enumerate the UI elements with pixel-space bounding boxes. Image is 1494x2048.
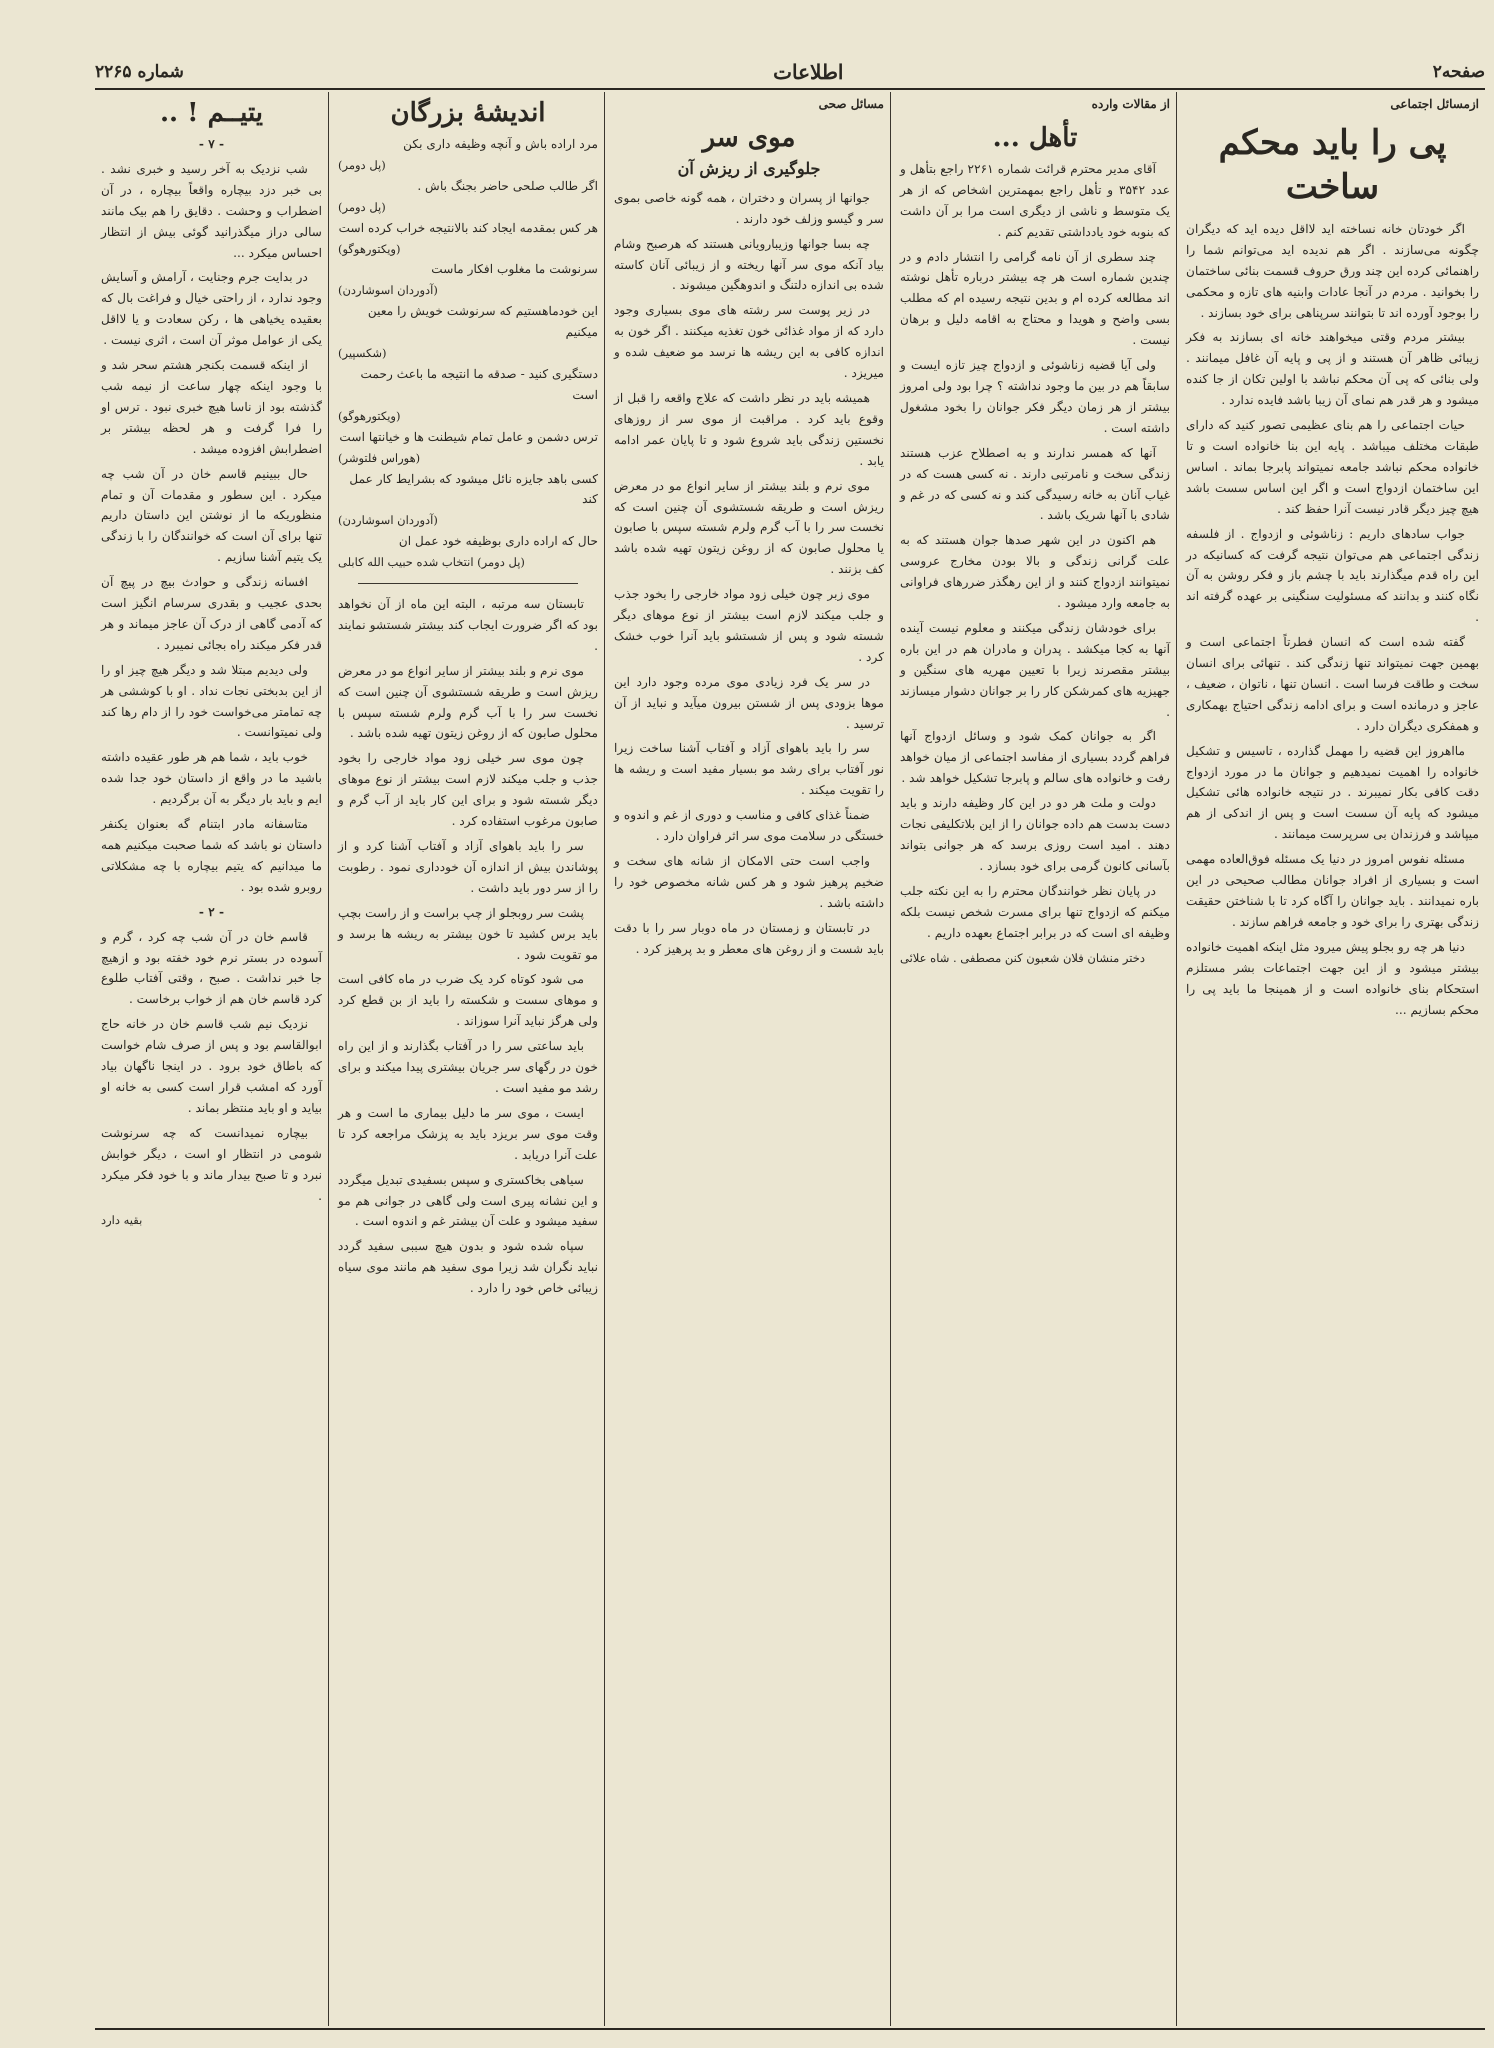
paragraph: مسئله نفوس امروز در دنیا یک مسئله فوق‌العاده مهمی است و بسیاری از افراد جوانان مطالب صحیحی در این باره نمیدانند . باید جوانان را آگاه کرد تا با شناختن حقیقت زندگی بهتری را برای خود و جامعه فراهم سازند . [1186, 852, 1479, 929]
paragraph: افسانه زندگی و حوادث بیچ در پیچ آن بحدی عجیب و بقدری سرسام انگیز است که آدمی گاهی از درک آن عاجز میماند و هر قدر فکر میکند راه بجائی نمیبرد . [101, 575, 322, 652]
story-title: یتیــم ! .. [159, 98, 264, 128]
article-kicker: ازمسائل اجتماعی [1390, 97, 1479, 111]
paragraph: دنیا هر چه رو بجلو پیش میرود مثل اینکه اهمیت خانواده بیشتر میشود و از این جهت اجتماعات بشر مستلزم استحکام بنای خانواده است و از همینجا ما باید پی را محکم بسازیم ... [1186, 939, 1479, 1017]
paragraph: واجب است حتی الامکان از شانه های سخت و ضخیم پرهیز شود و هر کس شانه مخصوص خود را داشته باشد . [614, 854, 884, 910]
issue-number: شماره ۲۲۶۵ [95, 62, 184, 82]
paragraph: باید ساعتی سر را در آفتاب بگذارند و از این راه خون در رگهای سر جریان بیشتری پیدا میکند و برای رشد مو مفید است . [338, 1039, 598, 1095]
story-body [101, 159, 322, 1231]
article-body [1186, 219, 1479, 1021]
paragraph: سپاه شده شود و بدون هیچ سببی سفید گردد نباید نگران شد زیرا موی سفید هم مانند موی سیاه زیبائی خاص خود را دارد . [338, 1239, 598, 1296]
article-column-marriage [894, 94, 1176, 2024]
paragraph: موی زبر چون خیلی زود مواد خارجی را بخود جذب و جلب میکند لازم است بیشتر از نوع موهای دیگر شسته شود و پس از شستشو باید آنرا خوب خشک کرد . [614, 587, 884, 664]
quote-text: ترس دشمن و عامل تمام شیطنت ها و خیانتها است [339, 429, 598, 444]
quote-author: (ویکتورهوگو) [338, 408, 401, 423]
paragraph: ایست ، موی سر ما دلیل بیماری ما است و هر وقت موی سر بریزد باید به پزشک مراجعه کرد تا علت آنرا دریابد . [338, 1105, 598, 1162]
paragraph: شب نزدیک به آخر رسید و خبری نشد . بی خبر دزد بیچاره واقعاً بیچاره ، در آن اضطراب و وحشت . دقایق را هم بیک مانند سالی دراز میگذرانید گوئی بیش از انتظار احساس میکرد ... [101, 161, 322, 260]
column-divider [604, 92, 605, 2026]
paragraph: اگر خودتان خانه نساخته اید لااقل دیده اید که دیگران چگونه می‌سازند . اگر هم ندیده اید می‌توانم شما را راهنمائی کرده این چند ورق حروف قسمت بنائی ساختمان را بخوانید . مردم در آنجا عادات وابنیه های تازه و محکمی را بوجود آورده اند تا بتوانند سرپناهی برای خود بسازند . [1186, 221, 1479, 320]
page-number: صفحه۲ [1432, 62, 1485, 82]
paragraph: ولی دیدیم مبتلا شد و دیگر هیچ چیز او را از این بدبختی نجات نداد . او با کوششی هر چه تمامتر می‌خواست خود را از دام رها کند ولی نمیتوانست . [101, 662, 322, 740]
article-title: پی را باید محکم ساخت [1218, 122, 1447, 207]
paragraph: مااهروز این قضیه را مهمل گذارده ، تاسیس و تشکیل خانواده را اهمیت نمیدهیم و جوانان ما در مورد ازدواج دقت کافی بکار نمیبرند . در نتیجه خانواده هائی تشکیل میشود که پایه آن سست است و پس از اندکی از هم میپاشد و فرزندان بی سرپرست میمانند . [1186, 743, 1479, 842]
quote-author: (پل دومر) [338, 157, 386, 172]
paragraph: سر را باید باهوای آزاد و آفتاب آشنا کرد و از پوشاندن بیش از اندازه آن خودداری نمود . رطوبت را از سر دور باید داشت . [338, 839, 598, 895]
footer-rule [95, 2028, 1485, 2030]
episode-number: - ۷ - [198, 137, 225, 151]
quote-text: اگر طالب صلحی حاضر بجنگ باش . [417, 178, 598, 193]
quote-author: (هوراس فلتوشر) [338, 450, 421, 465]
section-number: - ۲ - [198, 904, 225, 919]
paragraph: گفته شده است که انسان فطرتاً اجتماعی است و بهمین جهت نمیتواند تنها زندگی کند . تنهائی برای انسان سخت و طاقت فرسا است . انسان تنها ، ناتوان ، ضعیف ، عاجز و درمانده است و برای ادامه زندگی احتیاج بهمکاری و همفکری دیگران دارد . [1186, 635, 1479, 733]
paragraph: ولی آیا قضیه زناشوئی و ازدواج چیز تازه ایست و سابقاً هم در بین ما وجود نداشته ؟ چرا بود ولی امروز بیشتر از هر زمان دیگر فکر جوانان را بخود مشغول داشته است . [900, 358, 1170, 435]
paragraph: جواب سادهای داریم : زناشوئی و ازدواج . از فلسفه زندگی اجتماعی هم می‌توان نتیجه گرفت که کسانیکه در این راه قدم میگذارند باید با چشم باز و فکر روشن به آن نگاه کنند و بدانند که مسئولیت سنگینی بر عهده گرفته اند . [1186, 526, 1479, 625]
column-divider [328, 92, 329, 2026]
paragraph: از اینکه قسمت بکنجر هشتم سحر شد و با وجود اینکه چهار ساعت از نیمه شب گذشته بود از ناسا هیچ خبری نبود . ترس او را فرا گرفت و هر لحظه بیشتر بر اضطرابش افزوده میشد . [101, 358, 322, 456]
quote-text: کسی باهد جایزه نائل میشود که بشرایط کار عمل کند [349, 471, 598, 507]
paragraph: هم اکنون در این شهر صدها جوان هستند که به علت گرانی زندگی و بالا بودن مخارج عروسی نمیتوانند ازدواج کنند و از این رهگذر ضررهای فراوانی به جامعه وارد میشود . [900, 533, 1170, 611]
quote-author: (پل دومر) [338, 199, 386, 214]
paragraph: چون موی سر خیلی زود مواد خارجی را بخود جذب و جلب میکند لازم است بیشتر از نوع موهای دیگر شسته شود و برای این کار باید از آب گرم و صابون مرغوب استفاده کرد . [338, 751, 598, 829]
quote-author: (ویکتورهوگو) [338, 241, 401, 256]
section-divider [358, 583, 578, 584]
quote-text: این خودماهستیم که سرنوشت خویش را معین میکنیم [367, 304, 598, 340]
page-header [95, 58, 1485, 86]
paragraph: سیاهی بخاکستری و سپس بسفیدی تبدیل میگردد و این نشانه پیری است ولی گاهی در جوانی هم مو سفید میشود و علت آن بیشتر غم و اندوه است . [338, 1172, 598, 1229]
article-column-hair [608, 94, 890, 2024]
paragraph: در بدایت جرم وجنایت ، آرامش و آسایش وجود ندارد ، از راحتی خیال و فراغت بال که بعقیده یخیاهی ها ، رکن سعادت و یا لااقل یکی از عوامل موثر آن است ، اثری نیست . [101, 270, 322, 348]
paragraph: در سر یک فرد زیادی موی مرده وجود دارد این موها بزودی پس از شستن بیرون میآید و نباید از آن ترسید . [614, 674, 884, 731]
paragraph: آقای مدیر محترم قرائت شماره ۲۲۶۱ راجع بتأهل و عدد ۳۵۴۲ و تأهل راجع بمهمترین اشخاص که از هر یک متوسط و ناشی از دیگری است مرا بر آن داشت که بنوبه خود یادداشتی تقدیم کنم . [900, 161, 1170, 239]
article-body [900, 159, 1170, 969]
paragraph: برای خودشان زندگی میکنند و معلوم نیست آینده آنها به کجا میکشد . پدران و مادران هم در این باره بیشتر مقصرند زیرا با تعیین مهریه های سنگین و جهیزیه های کمرشکن کار را بر جوانان دشوار میسازند . [900, 620, 1170, 719]
article-body [614, 188, 884, 960]
quote-author: (آدوردان اسوشاردن) [338, 513, 438, 528]
paragraph: چه بسا جوانها وزیبارویانی هستند که هرصبح وشام بیاد آنکه موی سر آنها ریخته و از زیبائی آنان کاسته شده بی اندازه دلتنگ و اندوهگین میشوند . [614, 236, 884, 293]
paragraph: قاسم خان در آن شب چه کرد ، گرم و آسوده در بستر نرم خود خفته بود و ازهیچ جا خبر نداشت . صبح ، وقتی آفتاب طلوع کرد قاسم خان هم از خواب برخاست . [101, 929, 322, 1007]
article-continuation [338, 594, 598, 1299]
to-be-continued: بقیه دارد [101, 1213, 143, 1228]
article-kicker: از مقالات وارده [1091, 97, 1170, 111]
article-subtitle: جلوگیری از ریزش آن [677, 158, 821, 178]
paragraph: در پایان نظر خوانندگان محترم را به این نکته جلب میکنم که ازدواج تنها برای مسرت شخص نیست بلکه وظیفه ای است که در برابر اجتماع بعهده داریم . [900, 883, 1170, 940]
quote-text: مرد اراده باش و آنچه وظیفه داری بکن [403, 137, 598, 151]
quote-text: حال که اراده داری بوظیفه خود عمل ان [398, 534, 598, 549]
paragraph: حال ببینیم قاسم خان در آن شب چه میکرد . این سطور و مقدمات آن و تمام منظوریکه ما از نوشتن این داستان داریم تنها برای آن است که خوانندگان را با زندگی یک یتیم آشنا سازیم . [101, 466, 322, 565]
serial-story-column [95, 94, 328, 2024]
article-title: موی سر [702, 122, 796, 153]
paragraph: در تابستان و زمستان در ماه دوبار سر را با دقت باید شست و از روغن های معطر و بد پرهیز کرد . [614, 920, 884, 956]
paragraph: اگر به جوانان کمک شود و وسائل ازدواج آنها فراهم گردد بسیاری از مفاسد اجتماعی از میان خواهد رفت و خانواده های سالم و پابرجا تشکیل خواهد شد . [900, 729, 1170, 786]
article-kicker: مسائل صحی [818, 97, 884, 111]
quote-author: (شکسپیر) [338, 346, 387, 361]
article-column-social [1180, 94, 1485, 2024]
paragraph: می شود کوتاه کرد یک ضرب در ماه کافی است و موهای سست و شکسته را باید از بن قطع کرد ولی هرگز نباید آنرا سوزاند . [338, 972, 598, 1029]
paragraph: نزدیک نیم شب قاسم خان در خانه حاج ابوالقاسم بود و پس از صرف شام خواست که باطاق خود برود . در اینجا ناگهان بیاد آورد که امشب قرار است کسی به خانه او بیاید و او باید منتظر بماند . [101, 1017, 322, 1115]
header-rule [95, 88, 1485, 90]
paragraph: دولت و ملت هر دو در این کار وظیفه دارند و باید دست بدست هم داده جوانان را از این بلاتکلیفی نجات دهند . امید است روزی برسد که هر جوانی بتواند بآسانی کانون گرمی برای خود بسازد . [900, 796, 1170, 873]
column-divider [1176, 92, 1177, 2026]
quotes-list [338, 134, 598, 573]
paragraph: خوب باید ، شما هم هر طور عقیده داشته باشید ما در واقع از داستان خود جدا شده ایم و باید بار دیگر به آن برگردیم . [101, 750, 322, 807]
paragraph: بیشتر مردم وقتی میخواهند خانه ای بسازند به فکر زیبائی ظاهر آن هستند و از پی و پایه آن غافل میمانند . ولی بنائی که پی آن محکم نباشد با اولین تکان از جا کنده میشود و هر قدر هم نمای آن زیبا باشد فایده ندارد . [1186, 330, 1479, 408]
paragraph: تابستان سه مرتبه ، البته این ماه از آن نخواهد بود که اگر ضرورت ایجاب کند بیشتر شستشو نمایند . [338, 597, 598, 653]
article-title: تأهل ... [992, 122, 1078, 153]
paragraph: بیچاره نمیدانست که چه سرنوشت شومی در انتظار او است ، دیگر خوابش نبرد و تا صبح بیدار ماند و با خود فکر میکرد . [101, 1125, 322, 1203]
paragraph: متاسفانه مادر ابتنام گه بعنوان یکنفر داستان نو باشد که شما صحبت میکنیم همه ما میدانیم که یتیم بیچاره با چه مشکلاتی روبرو شده بود . [101, 817, 322, 894]
paragraph: پشت سر روبجلو از چپ براست و از راست بچپ باید برس کشید تا خون بیشتر به ریشه ها برسد و مو تقویت شود . [338, 905, 598, 962]
paragraph: جوانها از پسران و دختران ، همه گونه خاصی بموی سر و گیسو وزلف خود دارند . [614, 190, 884, 226]
paragraph: چند سطری از آن نامه گرامی را انتشار دادم و در چندین شماره است هر چه بیشتر درباره تأهل نوشته اند مطالعه کرده ام و بدین نتیجه رسیده ام که مطلب بسی واضح و هویدا و محتاج به اقامه دلیل و برهان نیست . [900, 249, 1170, 348]
paragraph: آنها که همسر ندارند و به اصطلاح عزب هستند زندگی سخت و نامرتبی دارند . نه کسی هست که در غیاب آنان به خانه رسیدگی کند و نه کسی که در غم و شادی با آنها شریک باشد . [900, 445, 1170, 523]
paragraph: حیات اجتماعی را هم بنای عظیمی تصور کنید که دارای طبقات مختلف میباشد . پایه این بنا خانواده است و تا خانواده محکم نباشد جامعه نمیتواند پابرجا بماند . اساس این ساختمان ازدواج است و اگر این اساس سست باشد هیچ چیز دیگر قادر نیست آنرا حفظ کند . [1186, 418, 1479, 516]
column-divider [890, 92, 891, 2026]
paragraph: سر را باید باهوای آزاد و آفتاب آشنا ساخت زیرا نور آفتاب برای رشد مو بسیار مفید است و ریشه ها را تقویت میکند . [614, 741, 884, 798]
paragraph: در زیر پوست سر رشته های موی بسیاری وجود دارد که از مواد غذائی خون تغذیه میکنند . اگر خون به اندازه کافی به این ریشه ها نرسد مو ضعیف شده و میریزد . [614, 303, 884, 381]
paragraph: همیشه باید در نظر داشت که علاج واقعه را قبل از وقوع باید کرد . مراقبت از موی سر از روزهای نخستین زندگی باید شروع شود و تا پایان عمر ادامه یابد . [614, 390, 884, 468]
paragraph: موی نرم و بلند بیشتر از سایر انواع مو در معرض ریزش است و طریقه شستشوی آن چنین است که نخست سر را با آب گرم ولرم شسته سپس با صابون یا محلول صابون که از روغن زیتون تهیه شده باشد کف بزنند . [614, 478, 884, 577]
newspaper-name: اطلاعات [773, 60, 844, 84]
quotes-title: اندیشهٔ بزرگان [390, 98, 546, 128]
quote-author: (پل دومر) انتخاب شده حبیب الله کابلی [338, 555, 525, 570]
paragraph: ضمناً غذای کافی و مناسب و دوری از غم و اندوه و خستگی در سلامت موی سر اثر فراوان دارد . [614, 808, 884, 844]
article-signature: دختر منشان فلان شعبون کنن مصطفی . شاه علائی [900, 950, 1145, 965]
quote-author: (آدوردان اسوشاردن) [338, 283, 438, 298]
quotes-column [332, 94, 604, 2024]
paragraph: موی نرم و بلند بیشتر از سایر انواع مو در معرض ریزش است و طریقه شستشوی آن چنین است که نخست سر را با آب گرم ولرم شسته سپس با محلول صابون که از روغن زیتون تهیه شده باشد . [338, 663, 598, 741]
quote-text: هر کس بمقدمه ایجاد کند بالانتیجه خراب کرده است [338, 220, 598, 235]
quote-text: سرنوشت ما مغلوب افکار ماست [431, 262, 598, 277]
quote-text: دستگیری کنید - صدقه ما انتیجه ما باعث رحمت است [360, 366, 598, 402]
